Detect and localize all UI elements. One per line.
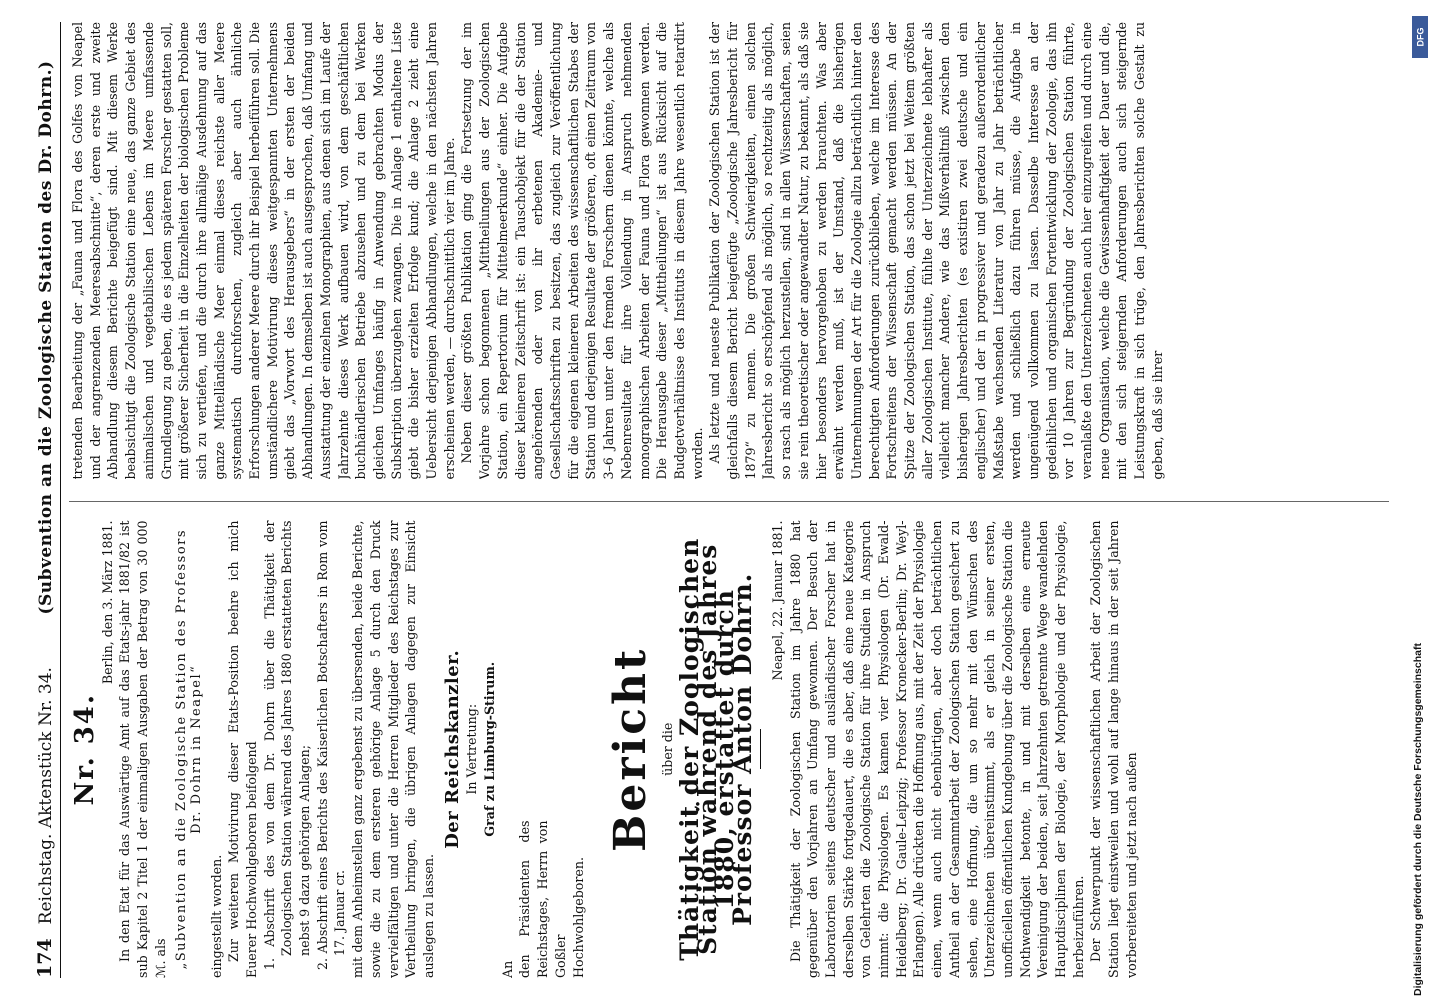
running-head: Reichstag. Aktenstück Nr. 34. <box>36 667 56 925</box>
page-header <box>34 22 61 978</box>
dfg-credit: Digitalisierung gefördert durch die Deutsche Forschungsgemeinschaft <box>1412 643 1424 996</box>
in-vertretung: In Vertretung: <box>464 703 480 795</box>
dateline: Berlin, den 3. März 1881. <box>99 520 115 685</box>
right-paragraph-3: Als letzte und neueste Publikation der Zoologischen Station ist der gleichfalls diesem Bericht beigefügte „Zoologische Jahresbericht für 1879“ zu nennen. Die großen Schwierigkeiten, einen solchen Jahresbericht so erschöpfend als möglich, so rechtzeitig als möglich, so rasch als möglich herzustellen, sind in allen Wissenschaften, seien sie rein theoretischer oder angewandter Natur, zu bekannt, als daß sie hier besonders hervorgehoben zu werden brauchten. Was aber erwähnt werden muß, ist der Umstand, daß die bisherigen Unternehmungen der Art für die Zoologie allzu beträchtlich hinter den berechtigten Anforderungen zurückblieben, welche im Interesse des Fortschreitens der Wissenschaft gemacht werden müssen. An der Spitze der Zoologischen Station, das schon jetzt bei Weitem größten aller Zoologischen Institute, fühlte der Unterzeichnete lebhafter als vielleicht mancher Andere, wie das Mißverhältniß zwischen den bisherigen Jahresberichten (es existiren zwei deutsche und ein englischer) und der in progressiver und geradezu außerordentlicher Maßstabe wachsenden Literatur von Jahr zu Jahr beträchtlicher werden und schließlich dazu führen müsse, die Aufgabe in ungenügend vollkommen zu lassen. Dasselbe Interesse an der gedeihlichen und organischen Fortentwicklung der Zoologie, das ihn vor 10 Jahren zur Begründung der Zoologischen Station führte, veranlaßte den Unterzeichneten auch hier einzugreifen und durch eine neue Organisation, welche die Gewissenhaftigkeit der Dauer und die, mit den sich steigernden Anforderungen auch sich steigernde Leistungskraft in sich trüge, den Jahresberichten solche Gestalt zu geben, daß sie ihrer <box>707 22 1165 480</box>
report-paragraph-1: Die Thätigkeit der Zoologischen Station im Jahre 1880 hat gegenüber den Vorjahren an Umfang gewonnen. Der Besuch der Laboratorien seitens deutscher und ausländischer Forscher hat in derselben Stärke fortgedauert, die es aber, daß eine neue Kategorie von Gelehrten die Zoologische Station für ihre Studien in Anspruch nimmt: die Physiologen. Es kamen vier Physiologen (Dr. Ewald-Heidelberg; Dr. Gaule-Leipzig; Professor Kronecker-Berlin; Dr. Weyl-Erlangen). Alle drückten die Hoffnung aus, mit der Zeit der Physiologie einen, wenn auch nicht ebenbürtigen, aber doch beträchtlichen Antheil an der Gesammtarbeit der Zoologischen Station gesichert zu sehen, eine Hoffnung, die um so mehr mit den Wünschen des Unterzeichneten übereinstimmt, als er gleich in seiner ersten, unofficiellen öffentlichen Kundgebung über die Zoologische Station die Nothwendigkeit betonte, in und mit derselben eine erneute Vereinigung der beiden, seit Jahrzehnten getrennte Wege wandelnden Hauptdisciplinen der Biologie, der Morphologie und der Physiologie, herbeizuführen. <box>787 520 1086 978</box>
page-title: (Subvention an die Zoologische Station des Dr. Dohrn.) <box>36 60 56 615</box>
report-dateline: Neapel, 22. Januar 1881. <box>769 520 785 681</box>
right-paragraph-2: Neben dieser größten Publikation ging die Fortsetzung der im Vorjahre schon begonnenen „Mittheilungen aus der Zoologischen Station, ein Repertorium für Mittelmeerkunde“ einher. Die Aufgabe dieser kleineren Zeitschrift ist: ein Tauschobjekt für die der Station angehörenden oder von ihr erbetenen Akademie- und Gesellschaftsschriften zu besitzen, das zugleich zur Veröffentlichung für die eigenen kleineren Arbeiten des wissenschaftlichen Stabes der Station und derjenigen Resultate der größeren, oft einen Zeitraum von 3–6 Jahren unter den fremden Forschern dienen könnte, welche als Nebenresultate für ihre Vollendung in Anspruch nehmenden monographischen Arbeiten der Fauna und Flora gewonnen werden. Die Herausgabe dieser „Mittheilungen“ ist aus Rücksicht auf die Budgetverhältnisse des Instituts in diesem Jahre wesentlich retardirt worden. <box>459 22 705 480</box>
signatory: Graf zu Limburg-Stirum. <box>482 661 498 837</box>
enclosure-continuation: mit dem Anheimstellen ganz ergebenst zu übersenden, beide Berichte, sowie die zu dem ersteren gehörige Anlage 5 durch den Druck vervielfältigen und unter die Herren Mitglieder des Reichstages zur Vertheilung bringen, die übrigen Anlagen dagegen zur Einsicht auslegen zu lassen. <box>350 520 436 978</box>
report-ueber: über die <box>660 722 676 776</box>
enclosure-item-1: 1. Abschrift des von dem Dr. Dohrn über die Thätigkeit der Zoologischen Station während des Jahres 1880 erstatteten Berichts nebst 9 dazu gehörigen Anlagen; <box>261 520 313 970</box>
enclosure-item-2: 2. Abschrift eines Berichts des Kaiserlichen Botschafters in Rom vom 17. Januar cr. <box>314 520 348 970</box>
document-number: Nr. 34. <box>70 693 100 806</box>
addressee-an: An <box>499 960 515 978</box>
left-column <box>69 502 1389 979</box>
divider <box>760 729 761 769</box>
subvention-title: „Subvention an die Zoologische Station des Professors Dr. Dohrn in Neapel“ <box>173 528 204 970</box>
page-number: 174 <box>34 938 56 978</box>
right-column <box>69 22 1389 480</box>
intro-end: eingestellt worden. <box>208 854 224 978</box>
motivation-paragraph: Zur weiteren Motivirung dieser Etats-Position beehre ich mich Euerer Hochwohlgeboren beifolgend <box>226 520 259 978</box>
report-heading: Bericht <box>605 646 657 852</box>
right-paragraph-1: tretenden Bearbeitung der „Fauna und Flora des Golfes von Neapel und der angrenzenden Meeresabschnitte“, deren erste und zweite Abhandlung diesem Berichte beigefügt sind. Mit diesem Werke beabsichtigt die Zoologische Station eine neue, das ganze Gebiet des animalischen und vegetabilischen Lebens im Meere umfassende Grundlegung zu geben, die es jedem späteren Forscher gestatten soll, mit größerer Sicherheit in die Einzelheiten der biologischen Probleme sich zu vertiefen, und die durch ihre allmälige Ausdehnung auf das ganze Mittelländische Meer einmal dieses reichste aller Meere systematisch durchforschen, zugleich aber auch ähnliche Erforschungen anderer Meere durch ihr Beispiel herbeiführen soll. Die umständlichere Motivirung dieses weitgespannten Unternehmens giebt das „Vorwort des Herausgebers“ in der ersten der beiden Abhandlungen. In demselben ist auch ausgesprochen, daß Umfang und Ausstattung der einzelnen Monographien, aus denen sich im Laufe der Jahrzehnte dieses Werk aufbauen wird, von dem geschäftlichen buchhändlerischen Betriebe abzusehen und zu dem bei Werken gleichen Umfanges häufig in Anwendung gebrachten Modus der Subskription überzugehen zwangen. Die in Anlage 1 enthaltene Liste giebt die bisher erzielten Erfolge kund; die Anlage 2 zieht eine Uebersicht derjenigen Abhandlungen, welche in den nächsten Jahren erscheinen werden, — durchschnittlich vier im Jahre. <box>70 22 457 480</box>
intro-paragraph: In den Etat für das Auswärtige Amt auf das Etats-jahr 1881/82 ist sub Kapitel 2 Titel 1 der einmaligen Ausgaben der Betrag von 30 000 ℳ. als <box>117 520 168 978</box>
report-paragraph-2: Der Schwerpunkt der wissenschaftlichen Arbeit der Zoologischen Station liegt einstweilen und wohl auf lange hinaus in der seit Jahren vorbereiteten und jetzt nach außen <box>1088 520 1139 978</box>
rotated-page <box>20 0 1400 1000</box>
dfg-sidebar <box>1412 16 1428 996</box>
report-subtitle: Thätigkeit der Zoologischen Station während des Jahres 1880, erstattet durch Professor Anton Dohrn. <box>674 537 758 961</box>
dfg-logo: DFG <box>1412 16 1428 58</box>
addressee: den Präsidenten des Reichstages, Herrn von Goßler Hochwohlgeboren. <box>517 820 586 978</box>
signature-title: Der Reichskanzler. <box>441 649 463 849</box>
